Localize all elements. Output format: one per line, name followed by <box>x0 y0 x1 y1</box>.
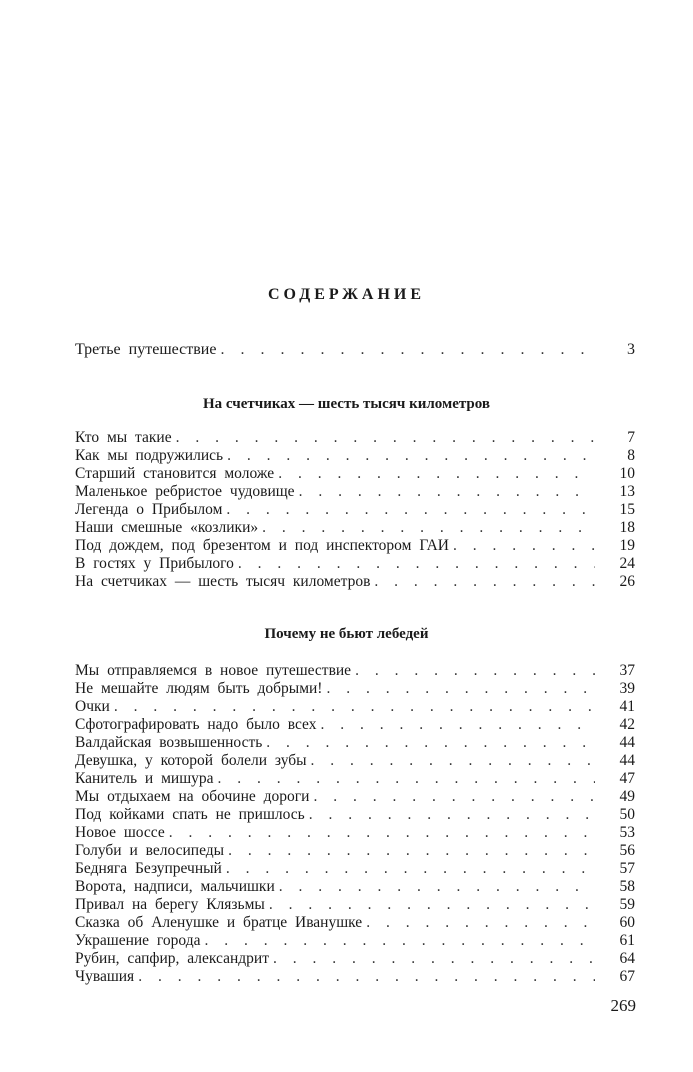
dot-leader <box>176 429 595 447</box>
toc-entry-page: 64 <box>619 950 635 967</box>
toc-entry-title: Канитель и мишура <box>75 770 214 787</box>
toc-entry <box>75 429 635 447</box>
toc-entry-page: 24 <box>619 555 635 572</box>
toc-entry <box>75 555 635 573</box>
toc-entry-page: 39 <box>619 680 635 697</box>
dot-leader <box>226 860 595 878</box>
toc-entry-page: 59 <box>619 896 635 913</box>
dot-leader <box>366 914 595 932</box>
dot-leader <box>204 932 595 950</box>
toc-entry-title: Мы отправляемся в новое путешествие <box>75 662 352 679</box>
toc-entry-page: 18 <box>619 519 635 536</box>
toc-entry-page: 8 <box>627 447 635 464</box>
toc-entry-title: Под дождем, под брезентом и под инспектором ГАИ <box>75 537 449 554</box>
dot-leader <box>220 340 595 360</box>
toc-entry-title: Маленькое ребристое чудовище <box>75 483 295 500</box>
dot-leader <box>238 555 595 573</box>
toc-entry-page: 13 <box>619 483 635 500</box>
dot-leader <box>138 968 595 986</box>
dot-leader <box>279 878 595 896</box>
toc-entry-title: Наши смешные «козлики» <box>75 519 259 536</box>
toc-entry-page: 61 <box>619 932 635 949</box>
section-title: На счетчиках — шесть тысяч километров <box>203 396 490 412</box>
toc-entry-page: 53 <box>619 824 635 841</box>
toc-entry-page: 10 <box>619 465 635 482</box>
dot-leader <box>262 519 595 537</box>
toc-entry-title: Третье путешествие <box>75 341 217 358</box>
toc-entry <box>75 537 635 555</box>
toc-entry <box>75 680 635 698</box>
toc-entry-page: 26 <box>619 573 635 590</box>
toc-entry-title: Чувашия <box>75 968 135 985</box>
toc-entry-page: 41 <box>619 698 635 715</box>
toc-entry <box>75 716 635 734</box>
toc-entry <box>75 501 635 519</box>
toc-entry-page: 3 <box>627 341 635 358</box>
toc-entry-page: 44 <box>619 752 635 769</box>
dot-leader <box>374 573 595 591</box>
toc-entry <box>75 788 635 806</box>
toc-entry <box>75 447 635 465</box>
toc-entry-title: Девушка, у которой болели зубы <box>75 752 307 769</box>
toc-entry-title: Бедняга Безупречный <box>75 860 222 877</box>
toc-entry-page: 7 <box>627 429 635 446</box>
toc-entry-title: Новое шоссе <box>75 824 165 841</box>
dot-leader <box>278 465 595 483</box>
toc-entry-title: Рубин, сапфир, александрит <box>75 950 269 967</box>
toc-entry <box>75 950 635 968</box>
toc-entry-title: Привал на берегу Клязьмы <box>75 896 265 913</box>
toc-entry-page: 44 <box>619 734 635 751</box>
toc-entry-title: Как мы подружились <box>75 447 224 464</box>
dot-leader <box>227 447 595 465</box>
toc-entry <box>75 483 635 501</box>
toc-section-list <box>75 662 635 986</box>
toc-entry-title: Украшение города <box>75 932 201 949</box>
dot-leader <box>326 680 595 698</box>
toc-entry-page: 42 <box>619 716 635 733</box>
toc-entry-title: Ворота, надписи, мальчишки <box>75 878 275 895</box>
toc-entry-page: 67 <box>619 968 635 985</box>
toc-entry-page: 50 <box>619 806 635 823</box>
toc-entry-title: Кто мы такие <box>75 429 172 446</box>
toc-entry <box>75 573 635 591</box>
toc-entry-title: Голуби и велосипеды <box>75 842 225 859</box>
toc-entry <box>75 806 635 824</box>
toc-entry-title: Очки <box>75 698 110 715</box>
toc-intro <box>75 340 635 360</box>
toc-entry <box>75 968 635 986</box>
toc-entry-page: 60 <box>619 914 635 931</box>
toc-entry-page: 19 <box>619 537 635 554</box>
dot-leader <box>266 734 595 752</box>
toc-entry-title: Мы отдыхаем на обочине дороги <box>75 788 310 805</box>
toc-entry-title: Валдайская возвышенность <box>75 734 263 751</box>
toc-entry <box>75 878 635 896</box>
dot-leader <box>269 896 595 914</box>
toc-entry <box>75 860 635 878</box>
dot-leader <box>320 716 595 734</box>
dot-leader <box>309 806 595 824</box>
toc-entry-page: 15 <box>619 501 635 518</box>
toc-entry-title: Легенда о Прибылом <box>75 501 223 518</box>
toc-entry <box>75 896 635 914</box>
page-number: 269 <box>610 996 636 1015</box>
toc-entry-page: 56 <box>619 842 635 859</box>
dot-leader <box>313 788 595 806</box>
toc-entry-page: 49 <box>619 788 635 805</box>
toc-entry <box>75 770 635 788</box>
dot-leader <box>169 824 595 842</box>
toc-entry <box>75 519 635 537</box>
toc-entry-title: Под койками спать не пришлось <box>75 806 305 823</box>
toc-entry <box>75 932 635 950</box>
toc-entry <box>75 662 635 680</box>
toc-entry-title: Не мешайте людям быть добрыми! <box>75 680 323 697</box>
dot-leader <box>453 537 595 555</box>
dot-leader <box>273 950 595 968</box>
toc-entry-title: Сказка об Аленушке и братце Иванушке <box>75 914 363 931</box>
toc-entry <box>75 752 635 770</box>
toc-entry <box>75 842 635 860</box>
toc-entry <box>75 914 635 932</box>
toc-entry-page: 57 <box>619 860 635 877</box>
dot-leader <box>228 842 595 860</box>
toc-entry-title: В гостях у Прибылого <box>75 555 234 572</box>
dot-leader <box>311 752 595 770</box>
toc-section-list <box>75 429 635 591</box>
toc-entry <box>75 698 635 716</box>
toc-entry <box>75 340 635 360</box>
toc-entry <box>75 465 635 483</box>
toc-entry-title: Старший становится моложе <box>75 465 275 482</box>
toc-entry-title: На счетчиках — шесть тысяч километров <box>75 573 371 590</box>
toc-entry-page: 58 <box>619 878 635 895</box>
section-title: Почему не бьют лебедей <box>264 626 429 642</box>
contents-heading: СОДЕРЖАНИЕ <box>267 286 426 303</box>
dot-leader <box>114 698 595 716</box>
toc-entry-page: 37 <box>619 662 635 679</box>
toc-entry <box>75 824 635 842</box>
toc-entry-title: Сфотографировать надо было всех <box>75 716 317 733</box>
dot-leader <box>226 501 595 519</box>
toc-entry <box>75 734 635 752</box>
dot-leader <box>355 662 595 680</box>
dot-leader <box>218 770 595 788</box>
dot-leader <box>299 483 595 501</box>
toc-entry-page: 47 <box>619 770 635 787</box>
